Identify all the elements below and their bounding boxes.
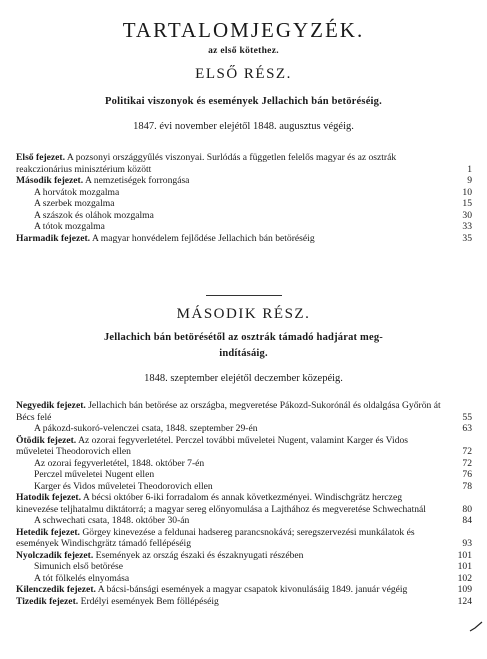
toc-entry[interactable]: Simunich első betörése 101 [34, 561, 472, 572]
page-number: 33 [462, 221, 472, 232]
toc-entry[interactable]: Perczel műveletei Nugent ellen 76 [34, 469, 472, 480]
page-number: 102 [457, 572, 472, 584]
page-number: 80 [462, 503, 472, 515]
toc-entry[interactable]: Karger és Vidos műveletei Theodorovich ellen 78 [34, 480, 472, 492]
part2-heading-line1: Jellachich bán betörésétől az osztrák támadó hadjárat meg- [103, 332, 384, 343]
toc-entry[interactable]: Hatodik fejezet. A bécsi október 6-iki forradalom és annak következményei. Windischgrätz herczeg kinevezése teljhatalmu diktátorrá; a magyar sereg előnyomulása a Lajthához és megveretése Schwechatnál 80 [16, 492, 472, 515]
page-number: 124 [457, 595, 472, 607]
part1-title: ELSŐ RÉSZ. [195, 66, 292, 82]
part2-heading-line2: indításáig. [219, 348, 268, 359]
part2-title: MÁSODIK RÉSZ. [176, 306, 311, 322]
toc-entry[interactable]: A tótok mozgalma 33 [34, 221, 472, 232]
page-number: 15 [462, 198, 472, 209]
page-number: 10 [462, 186, 472, 198]
part1-entries [16, 152, 472, 244]
volume-subtitle: az első kötethez. [208, 46, 279, 56]
toc-entry[interactable]: A schwechati csata, 1848. október 30-án 84 [34, 515, 472, 526]
page-number: 78 [462, 480, 472, 492]
toc-entry[interactable]: Harmadik fejezet. A magyar honvédelem fejlődése Jellachich bán betöréséig 35 [16, 232, 472, 244]
toc-entry[interactable]: Hetedik fejezet. Görgey kinevezése a feldunai hadsereg parancsnokává; seregszervezési munkálatok és események Windischgrätz támadó fellépéséig 93 [16, 526, 472, 549]
page-number: 84 [462, 515, 472, 526]
toc-entry[interactable]: A pákozd-sukoró-velenczei csata, 1848. szeptember 29-én 63 [34, 423, 472, 434]
toc-entry[interactable]: Tizedik fejezet. Erdélyi események Bem föllépéséig 124 [16, 595, 472, 607]
section-divider [206, 295, 282, 296]
page-title: TARTALOMJEGYZÉK. [122, 18, 365, 42]
toc-entry[interactable]: Negyedik fejezet. Jellachich bán betörése az országba, megveretése Pákozd-Sukorónál és oldalgása Győrön át Bécs felé 55 [16, 400, 472, 423]
toc-entry[interactable]: Első fejezet. A pozsonyi országgyűlés viszonyai. Surlódás a független felelős magyar és az osztrák reakczionárius minisztérium között 1 [16, 152, 472, 175]
page-number: 72 [462, 457, 472, 469]
page-number: 72 [462, 446, 472, 457]
page-number: 1 [467, 163, 472, 175]
toc-entry[interactable]: Nyolczadik fejezet. Események az ország északi és északnyugati részében 101 [16, 549, 472, 561]
toc-entry[interactable]: Második fejezet. A nemzetiségek forrongása 9 [16, 175, 472, 186]
pencil-mark-icon [469, 620, 483, 634]
page-number: 30 [462, 209, 472, 221]
page-number: 101 [457, 549, 472, 561]
page-number: 63 [462, 423, 472, 434]
toc-entry[interactable]: A horvátok mozgalma 10 [34, 186, 472, 198]
page-number: 35 [462, 232, 472, 244]
part2-entries [16, 400, 472, 607]
toc-entry[interactable]: A tót fölkelés elnyomása 102 [34, 572, 472, 584]
toc-entry[interactable]: A szerbek mozgalma 15 [34, 198, 472, 209]
part1-heading: Politikai viszonyok és események Jellachich bán betöréséig. [105, 96, 382, 107]
part1-date: 1847. évi november elejétől 1848. augusztus végéig. [133, 121, 354, 132]
page-number: 9 [467, 175, 472, 186]
toc-entry[interactable]: Kilenczedik fejezet. A bácsi-bánsági események a magyar csapatok kivonulásáig 1849. január végéig 109 [16, 584, 472, 595]
toc-entry[interactable]: Az ozorai fegyverletétel, 1848. október 7-én 72 [34, 457, 472, 469]
page-number: 101 [457, 561, 472, 572]
toc-entry[interactable]: Ötödik fejezet. Az ozorai fegyverletétel. Perczel további műveletei Nugent, valamint Karger és Vidos műveletei Theodorovich ellen 72 [16, 434, 472, 457]
toc-entry[interactable]: A szászok és oláhok mozgalma 30 [34, 209, 472, 221]
page-number: 55 [462, 411, 472, 423]
page-number: 109 [457, 584, 472, 595]
part2-date: 1848. szeptember elejétől deczember közepéig. [144, 373, 343, 384]
page-number: 76 [462, 469, 472, 480]
page-number: 93 [462, 538, 472, 549]
